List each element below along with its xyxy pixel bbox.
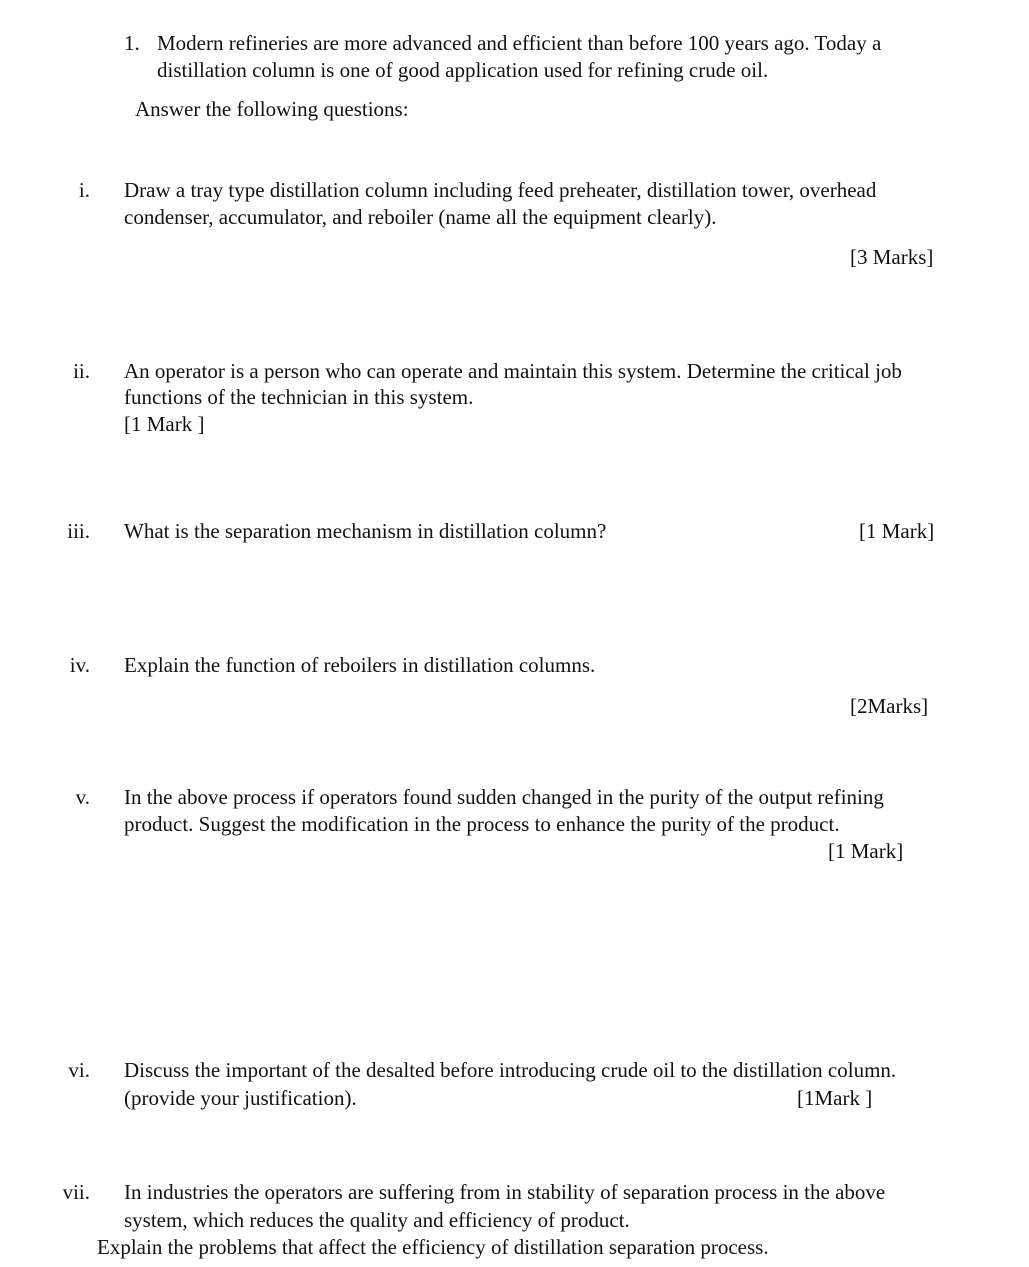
item-ii-numeral: ii. (73, 359, 90, 383)
item-ii-line1: An operator is a person who can operate and maintain this system. Determine the critical job (124, 359, 902, 383)
item-vii-line2: system, which reduces the quality and efficiency of product. (124, 1208, 630, 1232)
item-iv-marks: [2Marks] (850, 694, 929, 718)
question-intro-line1: Modern refineries are more advanced and efficient than before 100 years ago. Today a (157, 31, 882, 55)
item-v-line1: In the above process if operators found sudden changed in the purity of the output refining (124, 785, 884, 809)
item-iv-numeral: iv. (69, 653, 90, 677)
item-i-marks: [3 Marks] (850, 245, 934, 269)
item-iii-marks: [1 Mark] (859, 519, 935, 543)
item-ii-line2: functions of the technician in this system. (124, 385, 474, 409)
question-number: 1. (124, 31, 140, 55)
item-i-line1: Draw a tray type distillation column including feed preheater, distillation tower, overhead (124, 178, 877, 202)
question-instruction: Answer the following questions: (135, 97, 409, 121)
item-vi-line1: Discuss the important of the desalted before introducing crude oil to the distillation column. (124, 1058, 897, 1082)
item-vii-line3: Explain the problems that affect the efficiency of distillation separation process. (97, 1235, 769, 1259)
item-i-line2: condenser, accumulator, and reboiler (name all the equipment clearly). (124, 205, 717, 229)
item-v-numeral: v. (75, 785, 90, 809)
item-vii-line1: In industries the operators are suffering from in stability of separation process in the above (124, 1180, 886, 1204)
item-vii-numeral: vii. (62, 1180, 90, 1204)
item-iv-line1: Explain the function of reboilers in distillation columns. (124, 653, 596, 677)
item-vi-line2: (provide your justification). (124, 1086, 357, 1110)
item-iii-line1: What is the separation mechanism in distillation column? (124, 519, 607, 543)
item-vi-numeral: vi. (68, 1058, 90, 1082)
item-iii-numeral: iii. (67, 519, 90, 543)
item-vi-marks: [1Mark ] (797, 1086, 873, 1110)
item-v-line2: product. Suggest the modification in the process to enhance the purity of the product. (124, 812, 840, 836)
question-intro-line2: distillation column is one of good application used for refining crude oil. (157, 58, 769, 82)
item-ii-marks: [1 Mark ] (124, 412, 205, 436)
item-v-marks: [1 Mark] (828, 839, 904, 863)
item-i-numeral: i. (78, 178, 90, 202)
